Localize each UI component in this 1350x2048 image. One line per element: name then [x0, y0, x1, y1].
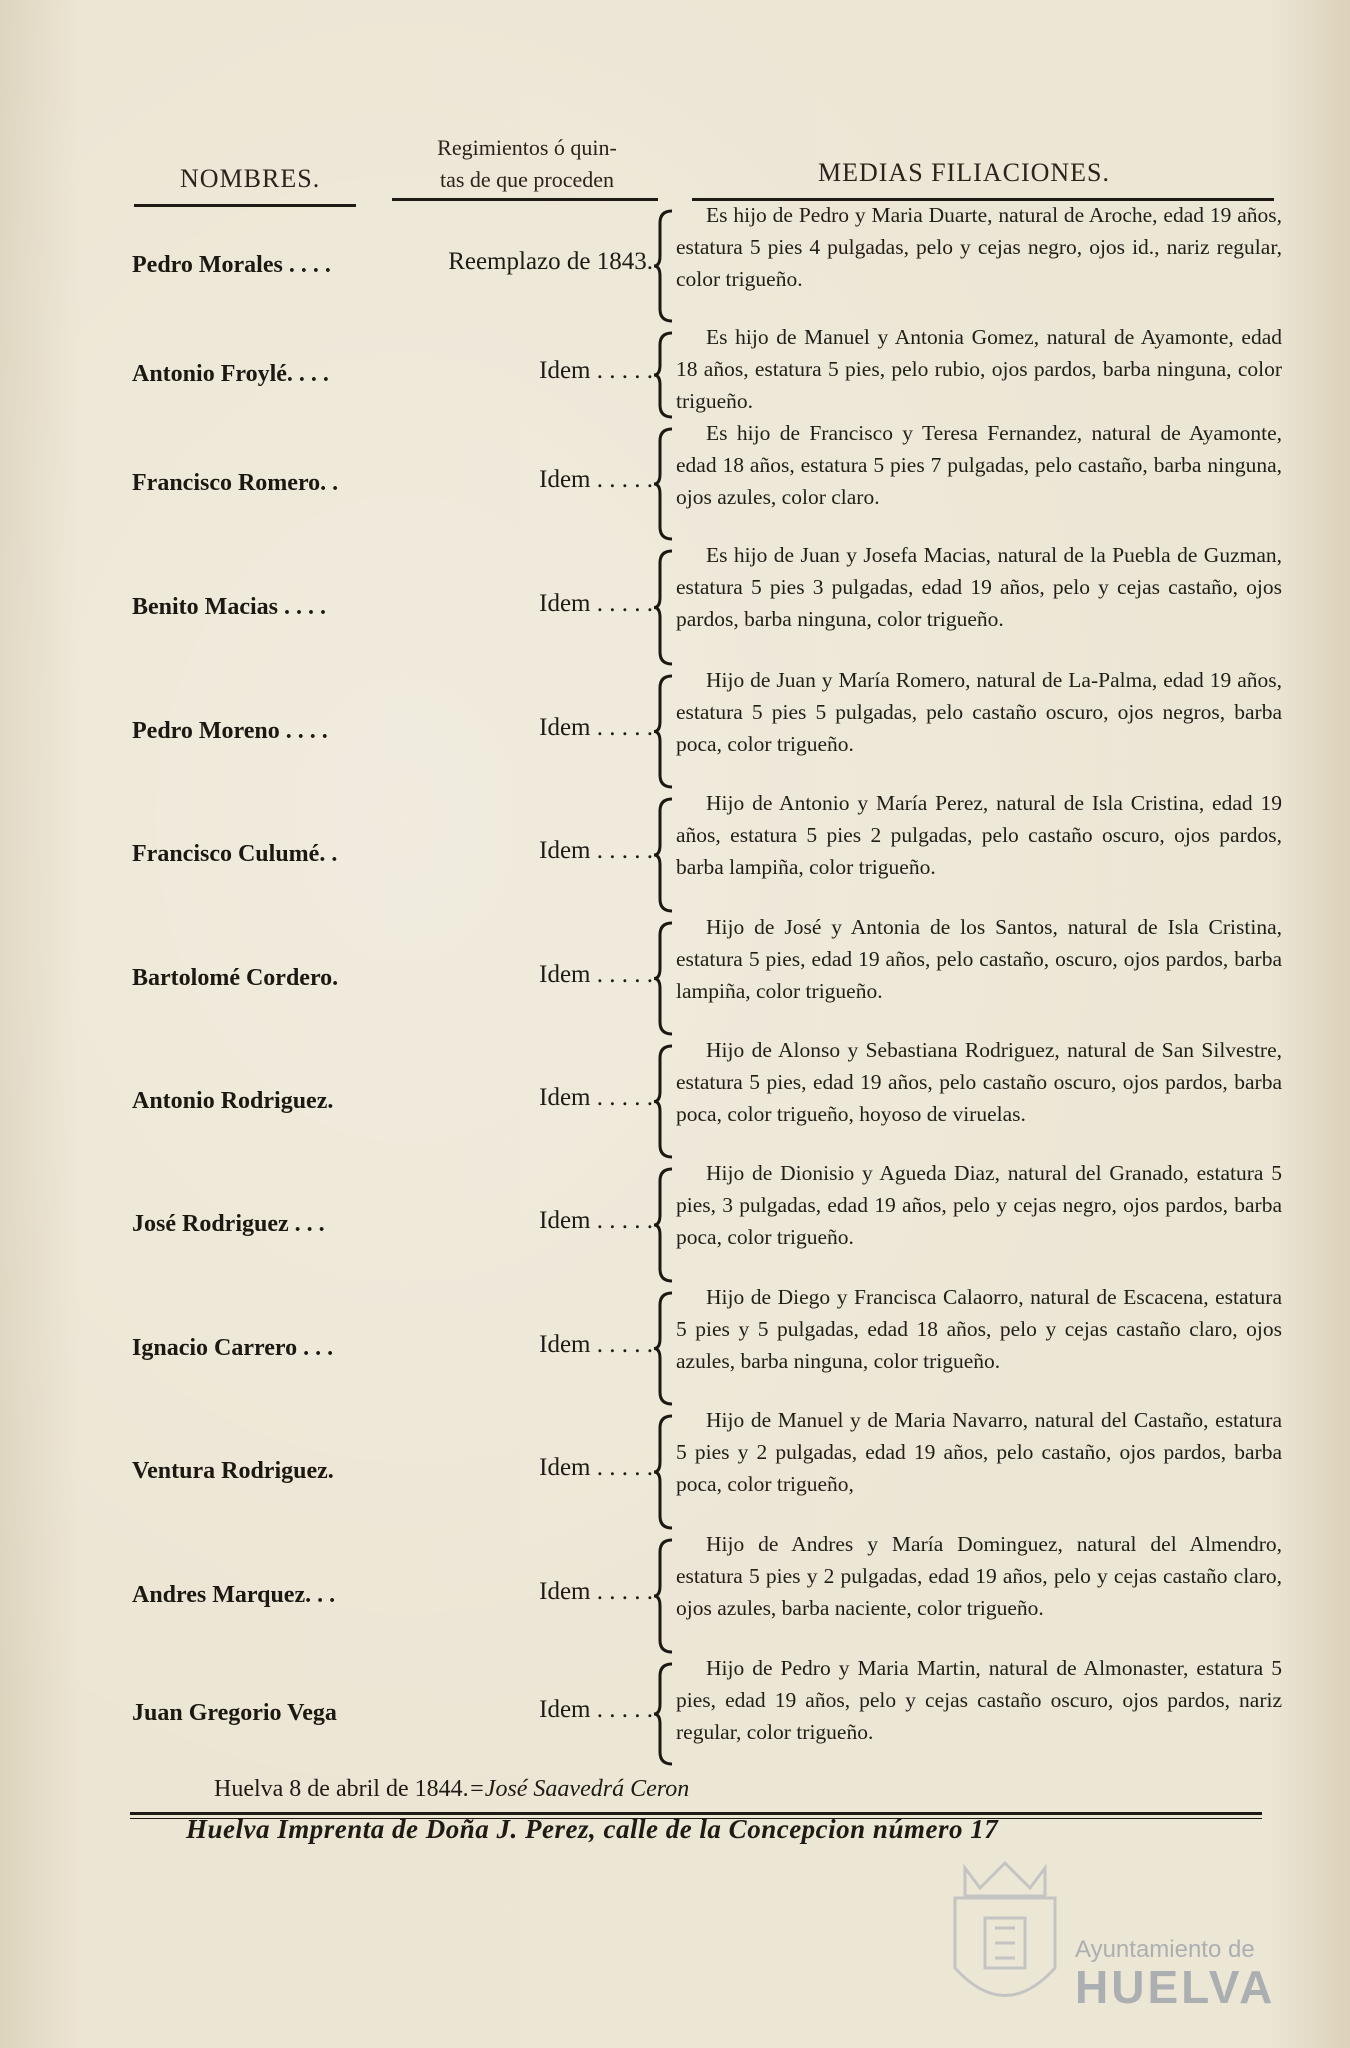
curly-brace-icon — [652, 1414, 676, 1530]
filiation-description: Hijo de Manuel y de Maria Navarro, natural del Castaño, estatura 5 pies y 2 pulgadas, edad 19 años, pelo castaño, ojos pardos, barba poca, color trigueño, — [676, 1408, 1282, 1496]
person-name: Antonio Rodriguez. — [132, 1087, 334, 1114]
table-row — [0, 1040, 1350, 1163]
filiation-description: Hijo de Juan y María Romero, natural de La-Palma, edad 19 años, estatura 5 pies 5 pulgadas, pelo castaño oscuro, ojos negros, barba poca, color trigueño. — [676, 668, 1282, 756]
person-name: Benito Macias . . . . — [132, 593, 326, 620]
person-name: Andres Marquez. . . — [132, 1582, 336, 1608]
regiment-origin: Idem . . . . . — [539, 1207, 653, 1234]
table-row — [0, 1163, 1350, 1287]
person-name: Ignacio Carrero . . . — [132, 1334, 334, 1361]
filiation-description: Es hijo de Juan y Josefa Macias, natural de la Puebla de Guzman, estatura 5 pies 3 pulgadas, edad 19 años, pelo y cejas castaño, ojos pardos, barba ninguna, color trigueño. — [676, 543, 1282, 631]
header-regiments-line2: tas de que proceden — [439, 167, 615, 192]
printer-imprint: Huelva Imprenta de Doña J. Perez, calle de la Concepcion número 17 — [186, 1814, 999, 1844]
person-name: Juan Gregorio Vega — [132, 1700, 337, 1726]
table-row — [0, 327, 1350, 423]
person-name: Francisco Culumé. . — [132, 841, 338, 867]
regiment-origin: Idem . . . . . — [539, 589, 653, 617]
header-regiments — [392, 132, 662, 196]
person-name: Antonio Froylé. . . . — [132, 361, 329, 387]
city-coat-of-arms-icon — [935, 1848, 1075, 2028]
person-name: Ventura Rodriguez. — [132, 1458, 334, 1484]
filiation-description: Hijo de Alonso y Sebastiana Rodriguez, natural de San Silvestre, estatura 5 pies, edad 19 años, pelo castaño oscuro, ojos pardos, barba poca, color trigueño, hoyoso de viruelas. — [676, 1038, 1282, 1126]
person-name: Bartolomé Cordero. — [132, 964, 339, 991]
regiment-origin: Idem . . . . . — [539, 1578, 653, 1605]
regiment-origin: Idem . . . . . — [539, 960, 653, 988]
regiment-origin: Idem . . . . . — [539, 713, 653, 741]
header-names: NOMBRES. — [180, 164, 321, 193]
table-row — [0, 1658, 1350, 1770]
table-row — [0, 1287, 1350, 1410]
curly-brace-icon — [652, 549, 676, 666]
person-name: Pedro Morales . . . . — [132, 252, 331, 278]
table-row — [0, 917, 1350, 1040]
table-row — [0, 545, 1350, 670]
person-name: José Rodriguez . . . — [132, 1211, 325, 1237]
watermark-line2: HUELVA — [1075, 1961, 1276, 2013]
watermark-line1: Ayuntamiento de — [1075, 1936, 1255, 1963]
table-row — [0, 423, 1350, 545]
filiation-description: Hijo de José y Antonia de los Santos, natural de Isla Cristina, estatura 5 pies, edad 19 años, pelo castaño, oscuro, ojos pardos, barba lampiña, color trigueño. — [676, 915, 1282, 1003]
regiment-origin: Idem . . . . . — [539, 837, 653, 864]
filiation-description: Es hijo de Manuel y Antonia Gomez, natural de Ayamonte, edad 18 años, estatura 5 pies, pelo rubio, ojos pardos, barba ninguna, color trigueño. — [676, 325, 1282, 413]
filiation-description: Hijo de Dionisio y Agueda Diaz, natural del Granado, estatura 5 pies, 3 pulgadas, edad 19 años, pelo y cejas negro, ojos pardos, barba poca, color trigueño. — [676, 1161, 1282, 1249]
curly-brace-icon — [652, 921, 676, 1036]
curly-brace-icon — [652, 1167, 676, 1283]
filiation-description: Hijo de Diego y Francisca Calaorro, natural de Escacena, estatura 5 pies y 5 pulgadas, edad 18 años, pelo y cejas castaño claro, ojos azules, barba ninguna, color trigueño. — [676, 1285, 1282, 1373]
watermark-logo-text — [1075, 1936, 1275, 2014]
regiment-origin: Idem . . . . . — [539, 1454, 653, 1481]
regiment-origin: Idem . . . . . — [539, 1330, 653, 1358]
filiation-description: Es hijo de Pedro y Maria Duarte, natural de Aroche, edad 19 años, estatura 5 pies 4 pulgadas, pelo y cejas negro, ojos id., nariz regular, color trigueño. — [676, 203, 1282, 291]
header-rule-regiments — [392, 198, 658, 201]
table-row — [0, 670, 1350, 793]
header-filiations: MEDIAS FILIACIONES. — [818, 158, 1110, 187]
regiment-origin: Idem . . . . . — [539, 357, 653, 384]
regiment-origin: Reemplazo de 1843. — [448, 248, 653, 275]
regiment-origin: Idem . . . . . — [539, 1696, 653, 1723]
curly-brace-icon — [652, 331, 676, 419]
regiment-origin: Idem . . . . . — [539, 466, 653, 493]
curly-brace-icon — [652, 674, 676, 789]
person-name: Francisco Romero. . — [132, 470, 339, 496]
curly-brace-icon — [652, 1291, 676, 1406]
person-name: Pedro Moreno . . . . — [132, 717, 328, 744]
filiation-description: Es hijo de Francisco y Teresa Fernandez, natural de Ayamonte, edad 18 años, estatura 5 pies 7 pulgadas, pelo castaño, barba ninguna, ojos azules, color claro. — [676, 421, 1282, 509]
closing-place-date: Huelva 8 de abril de 1844. — [214, 1776, 469, 1802]
curly-brace-icon — [652, 1662, 676, 1766]
table-row — [0, 205, 1350, 327]
curly-brace-icon — [652, 209, 676, 323]
closing-line — [214, 1776, 689, 1803]
filiation-description: Hijo de Antonio y María Perez, natural de Isla Cristina, edad 19 años, estatura 5 pies 2 pulgadas, pelo castaño oscuro, ojos pardos, barba lampiña, color trigueño. — [676, 791, 1282, 879]
regiment-origin: Idem . . . . . — [539, 1083, 653, 1111]
table-row — [0, 793, 1350, 917]
filiation-description: Hijo de Pedro y Maria Martin, natural de Almonaster, estatura 5 pies, edad 19 años, pelo y cejas castaño oscuro, ojos pardos, nariz regular, color trigueño. — [676, 1656, 1282, 1744]
table-row — [0, 1534, 1350, 1658]
filiation-description: Hijo de Andres y María Dominguez, natural del Almendro, estatura 5 pies y 2 pulgadas, edad 19 años, pelo y cejas castaño claro, ojos azules, barba naciente, color trigueño. — [676, 1532, 1282, 1620]
curly-brace-icon — [652, 1538, 676, 1654]
curly-brace-icon — [652, 1044, 676, 1159]
curly-brace-icon — [652, 427, 676, 541]
table-row — [0, 1410, 1350, 1534]
header-regiments-line1: Regimientos ó quin- — [437, 135, 617, 160]
curly-brace-icon — [652, 797, 676, 913]
closing-signature: =José Saavedrá Ceron — [468, 1776, 690, 1802]
